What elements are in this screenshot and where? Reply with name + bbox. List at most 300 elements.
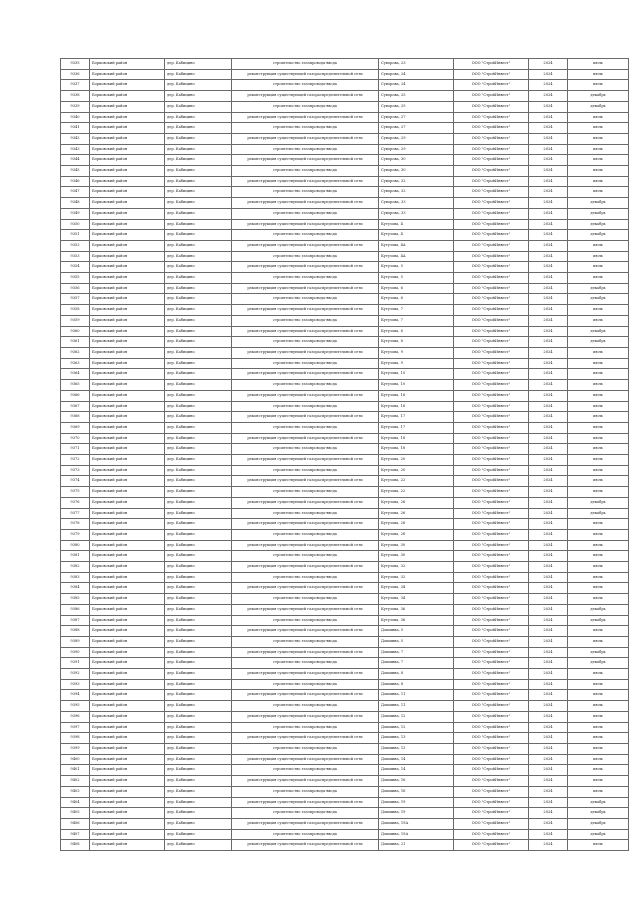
- table-row: [61, 465, 629, 476]
- month-cell: июль: [568, 765, 629, 776]
- contractor-cell: ООО "СтройИнвест": [454, 690, 529, 701]
- district-cell: Борковский район: [90, 669, 165, 680]
- row-number: 9350: [61, 219, 90, 230]
- address-cell: Докшина, 5: [379, 626, 454, 637]
- district-cell: Борковский район: [90, 133, 165, 144]
- address-cell: Суворова, 29: [379, 133, 454, 144]
- month-cell: июль: [568, 80, 629, 91]
- table-row: [61, 133, 629, 144]
- work-type-cell: строительство газопровода-ввода: [232, 59, 379, 70]
- contractor-cell: ООО "СтройИнвест": [454, 658, 529, 669]
- village-cell: дер. Кабицино: [165, 765, 232, 776]
- work-type-cell: реконструкция существующей газораспределительной сети: [232, 647, 379, 658]
- village-cell: дер. Кабицино: [165, 91, 232, 102]
- address-cell: Докшина, 13: [379, 733, 454, 744]
- contractor-cell: ООО "СтройИнвест": [454, 808, 529, 819]
- work-type-cell: строительство газопровода-ввода: [232, 594, 379, 605]
- row-number: 9343: [61, 144, 90, 155]
- row-number: 9399: [61, 744, 90, 755]
- row-number: 9384: [61, 583, 90, 594]
- table-row: [61, 604, 629, 615]
- row-number: 9337: [61, 80, 90, 91]
- month-cell: декабрь: [568, 797, 629, 808]
- district-cell: Борковский район: [90, 294, 165, 305]
- works-table: [60, 58, 629, 851]
- district-cell: Борковский район: [90, 476, 165, 487]
- month-cell: июль: [568, 551, 629, 562]
- row-number: 9336: [61, 69, 90, 80]
- year-cell: 2024: [529, 455, 568, 466]
- year-cell: 2024: [529, 551, 568, 562]
- district-cell: Борковский район: [90, 230, 165, 241]
- year-cell: 2024: [529, 626, 568, 637]
- village-cell: дер. Кабицино: [165, 626, 232, 637]
- address-cell: Кутузова, 4: [379, 219, 454, 230]
- district-cell: Борковский район: [90, 69, 165, 80]
- table-row: [61, 690, 629, 701]
- row-number: 9408: [61, 840, 90, 851]
- village-cell: дер. Кабицино: [165, 112, 232, 123]
- village-cell: дер. Кабицино: [165, 208, 232, 219]
- month-cell: июль: [568, 594, 629, 605]
- month-cell: июль: [568, 358, 629, 369]
- contractor-cell: ООО "СтройИнвест": [454, 380, 529, 391]
- contractor-cell: ООО "СтройИнвест": [454, 401, 529, 412]
- address-cell: Кутузова, 32: [379, 572, 454, 583]
- row-number: 9335: [61, 59, 90, 70]
- year-cell: 2024: [529, 615, 568, 626]
- work-type-cell: реконструкция существующей газораспределительной сети: [232, 840, 379, 851]
- address-cell: Суворова, 30: [379, 155, 454, 166]
- work-type-cell: строительство газопровода-ввода: [232, 508, 379, 519]
- row-number: 9375: [61, 487, 90, 498]
- row-number: 9365: [61, 380, 90, 391]
- contractor-cell: ООО "СтройИнвест": [454, 230, 529, 241]
- district-cell: Борковский район: [90, 776, 165, 787]
- month-cell: декабрь: [568, 326, 629, 337]
- table-row: [61, 262, 629, 273]
- work-type-cell: строительство газопровода-ввода: [232, 551, 379, 562]
- contractor-cell: ООО "СтройИнвест": [454, 176, 529, 187]
- table-row: [61, 818, 629, 829]
- district-cell: Борковский район: [90, 166, 165, 177]
- row-number: 9371: [61, 444, 90, 455]
- village-cell: дер. Кабицино: [165, 273, 232, 284]
- contractor-cell: ООО "СтройИнвест": [454, 829, 529, 840]
- district-cell: Борковский район: [90, 487, 165, 498]
- row-number: 9340: [61, 112, 90, 123]
- table-row: [61, 508, 629, 519]
- month-cell: декабрь: [568, 615, 629, 626]
- district-cell: Борковский район: [90, 840, 165, 851]
- month-cell: июль: [568, 701, 629, 712]
- work-type-cell: реконструкция существующей газораспределительной сети: [232, 776, 379, 787]
- district-cell: Борковский район: [90, 690, 165, 701]
- table-row: [61, 444, 629, 455]
- year-cell: 2024: [529, 155, 568, 166]
- work-type-cell: строительство газопровода-ввода: [232, 615, 379, 626]
- table-row: [61, 80, 629, 91]
- address-cell: Докшина, 13: [379, 744, 454, 755]
- work-type-cell: реконструкция существующей газораспределительной сети: [232, 818, 379, 829]
- month-cell: июль: [568, 669, 629, 680]
- month-cell: июль: [568, 636, 629, 647]
- district-cell: Борковский район: [90, 551, 165, 562]
- district-cell: Борковский район: [90, 604, 165, 615]
- table-row: [61, 176, 629, 187]
- district-cell: Борковский район: [90, 59, 165, 70]
- district-cell: Борковский район: [90, 626, 165, 637]
- row-number: 9349: [61, 208, 90, 219]
- year-cell: 2024: [529, 433, 568, 444]
- work-type-cell: строительство газопровода-ввода: [232, 808, 379, 819]
- village-cell: дер. Кабицино: [165, 444, 232, 455]
- table-row: [61, 711, 629, 722]
- month-cell: декабрь: [568, 818, 629, 829]
- district-cell: Борковский район: [90, 337, 165, 348]
- district-cell: Борковский район: [90, 754, 165, 765]
- work-type-cell: строительство газопровода-ввода: [232, 679, 379, 690]
- district-cell: Борковский район: [90, 829, 165, 840]
- district-cell: Борковский район: [90, 208, 165, 219]
- row-number: 9395: [61, 701, 90, 712]
- month-cell: июль: [568, 690, 629, 701]
- table-row: [61, 679, 629, 690]
- month-cell: июль: [568, 240, 629, 251]
- village-cell: дер. Кабицино: [165, 369, 232, 380]
- year-cell: 2024: [529, 690, 568, 701]
- month-cell: июль: [568, 744, 629, 755]
- month-cell: июль: [568, 722, 629, 733]
- table-row: [61, 251, 629, 262]
- district-cell: Борковский район: [90, 594, 165, 605]
- year-cell: 2024: [529, 444, 568, 455]
- address-cell: Докшина, 7: [379, 658, 454, 669]
- month-cell: июль: [568, 155, 629, 166]
- work-type-cell: реконструкция существующей газораспределительной сети: [232, 797, 379, 808]
- table-body: [61, 59, 629, 851]
- row-number: 9387: [61, 615, 90, 626]
- district-cell: Борковский район: [90, 562, 165, 573]
- district-cell: Борковский район: [90, 91, 165, 102]
- month-cell: июль: [568, 626, 629, 637]
- table-row: [61, 701, 629, 712]
- village-cell: дер. Кабицино: [165, 497, 232, 508]
- year-cell: 2024: [529, 315, 568, 326]
- table-row: [61, 91, 629, 102]
- address-cell: Докшина, 21: [379, 840, 454, 851]
- year-cell: 2024: [529, 219, 568, 230]
- table-row: [61, 144, 629, 155]
- month-cell: декабрь: [568, 219, 629, 230]
- row-number: 9386: [61, 604, 90, 615]
- address-cell: Кутузова, 9: [379, 358, 454, 369]
- village-cell: дер. Кабицино: [165, 529, 232, 540]
- year-cell: 2024: [529, 679, 568, 690]
- address-cell: Кутузова, 26: [379, 508, 454, 519]
- contractor-cell: ООО "СтройИнвест": [454, 326, 529, 337]
- year-cell: 2024: [529, 123, 568, 134]
- row-number: 9403: [61, 786, 90, 797]
- village-cell: дер. Кабицино: [165, 283, 232, 294]
- year-cell: 2024: [529, 305, 568, 316]
- year-cell: 2024: [529, 636, 568, 647]
- contractor-cell: ООО "СтройИнвест": [454, 283, 529, 294]
- district-cell: Борковский район: [90, 529, 165, 540]
- district-cell: Борковский район: [90, 315, 165, 326]
- address-cell: Кутузова, 26: [379, 497, 454, 508]
- year-cell: 2024: [529, 401, 568, 412]
- year-cell: 2024: [529, 733, 568, 744]
- address-cell: Докшина, 19: [379, 808, 454, 819]
- year-cell: 2024: [529, 540, 568, 551]
- month-cell: июль: [568, 519, 629, 530]
- district-cell: Борковский район: [90, 765, 165, 776]
- month-cell: июль: [568, 583, 629, 594]
- table-row: [61, 401, 629, 412]
- month-cell: июль: [568, 305, 629, 316]
- district-cell: Борковский район: [90, 347, 165, 358]
- year-cell: 2024: [529, 508, 568, 519]
- work-type-cell: строительство газопровода-ввода: [232, 658, 379, 669]
- contractor-cell: ООО "СтройИнвест": [454, 776, 529, 787]
- village-cell: дер. Кабицино: [165, 166, 232, 177]
- month-cell: июль: [568, 679, 629, 690]
- month-cell: июль: [568, 422, 629, 433]
- year-cell: 2024: [529, 487, 568, 498]
- district-cell: Борковский район: [90, 112, 165, 123]
- address-cell: Кутузова, 16: [379, 390, 454, 401]
- table-row: [61, 519, 629, 530]
- table-row: [61, 540, 629, 551]
- district-cell: Борковский район: [90, 219, 165, 230]
- address-cell: Кутузова, 17: [379, 412, 454, 423]
- contractor-cell: ООО "СтройИнвест": [454, 722, 529, 733]
- contractor-cell: ООО "СтройИнвест": [454, 219, 529, 230]
- year-cell: 2024: [529, 658, 568, 669]
- village-cell: дер. Кабицино: [165, 219, 232, 230]
- table-row: [61, 358, 629, 369]
- village-cell: дер. Кабицино: [165, 572, 232, 583]
- row-number: 9378: [61, 519, 90, 530]
- work-type-cell: реконструкция существующей газораспределительной сети: [232, 369, 379, 380]
- year-cell: 2024: [529, 369, 568, 380]
- work-type-cell: строительство газопровода-ввода: [232, 187, 379, 198]
- work-type-cell: строительство газопровода-ввода: [232, 786, 379, 797]
- work-type-cell: строительство газопровода-ввода: [232, 422, 379, 433]
- work-type-cell: строительство газопровода-ввода: [232, 166, 379, 177]
- work-type-cell: строительство газопровода-ввода: [232, 572, 379, 583]
- contractor-cell: ООО "СтройИнвест": [454, 59, 529, 70]
- month-cell: июль: [568, 572, 629, 583]
- village-cell: дер. Кабицино: [165, 562, 232, 573]
- district-cell: Борковский район: [90, 101, 165, 112]
- village-cell: дер. Кабицино: [165, 701, 232, 712]
- district-cell: Борковский район: [90, 401, 165, 412]
- district-cell: Борковский район: [90, 465, 165, 476]
- work-type-cell: реконструкция существующей газораспределительной сети: [232, 240, 379, 251]
- row-number: 9339: [61, 101, 90, 112]
- address-cell: Кутузова, 34: [379, 594, 454, 605]
- year-cell: 2024: [529, 786, 568, 797]
- table-row: [61, 487, 629, 498]
- year-cell: 2024: [529, 112, 568, 123]
- work-type-cell: строительство газопровода-ввода: [232, 315, 379, 326]
- village-cell: дер. Кабицино: [165, 422, 232, 433]
- contractor-cell: ООО "СтройИнвест": [454, 711, 529, 722]
- month-cell: декабрь: [568, 337, 629, 348]
- table-row: [61, 626, 629, 637]
- month-cell: июль: [568, 455, 629, 466]
- year-cell: 2024: [529, 262, 568, 273]
- contractor-cell: ООО "СтройИнвест": [454, 647, 529, 658]
- year-cell: 2024: [529, 412, 568, 423]
- address-cell: Кутузова, 6: [379, 283, 454, 294]
- month-cell: декабрь: [568, 230, 629, 241]
- village-cell: дер. Кабицино: [165, 465, 232, 476]
- work-type-cell: реконструкция существующей газораспределительной сети: [232, 219, 379, 230]
- work-type-cell: строительство газопровода-ввода: [232, 123, 379, 134]
- contractor-cell: ООО "СтройИнвест": [454, 358, 529, 369]
- year-cell: 2024: [529, 476, 568, 487]
- address-cell: Кутузова, 5: [379, 273, 454, 284]
- row-number: 9380: [61, 540, 90, 551]
- work-type-cell: строительство газопровода-ввода: [232, 701, 379, 712]
- work-type-cell: реконструкция существующей газораспределительной сети: [232, 583, 379, 594]
- village-cell: дер. Кабицино: [165, 647, 232, 658]
- work-type-cell: реконструкция существующей газораспределительной сети: [232, 497, 379, 508]
- year-cell: 2024: [529, 701, 568, 712]
- village-cell: дер. Кабицино: [165, 679, 232, 690]
- year-cell: 2024: [529, 519, 568, 530]
- work-type-cell: строительство газопровода-ввода: [232, 294, 379, 305]
- district-cell: Борковский район: [90, 744, 165, 755]
- row-number: 9390: [61, 647, 90, 658]
- year-cell: 2024: [529, 144, 568, 155]
- month-cell: июль: [568, 251, 629, 262]
- address-cell: Докшина, 5: [379, 636, 454, 647]
- district-cell: Борковский район: [90, 144, 165, 155]
- work-type-cell: строительство газопровода-ввода: [232, 744, 379, 755]
- village-cell: дер. Кабицино: [165, 658, 232, 669]
- village-cell: дер. Кабицино: [165, 347, 232, 358]
- address-cell: Кутузова, 36: [379, 615, 454, 626]
- year-cell: 2024: [529, 230, 568, 241]
- district-cell: Борковский район: [90, 497, 165, 508]
- address-cell: Кутузова, 30: [379, 551, 454, 562]
- village-cell: дер. Кабицино: [165, 401, 232, 412]
- work-type-cell: строительство газопровода-ввода: [232, 465, 379, 476]
- village-cell: дер. Кабицино: [165, 251, 232, 262]
- address-cell: Кутузова, 8: [379, 326, 454, 337]
- row-number: 9355: [61, 273, 90, 284]
- year-cell: 2024: [529, 347, 568, 358]
- address-cell: Кутузова, 22: [379, 487, 454, 498]
- village-cell: дер. Кабицино: [165, 754, 232, 765]
- work-type-cell: реконструкция существующей газораспределительной сети: [232, 604, 379, 615]
- table-row: [61, 315, 629, 326]
- address-cell: Кутузова, 4А: [379, 240, 454, 251]
- address-cell: Кутузова, 28: [379, 519, 454, 530]
- address-cell: Кутузова, 8: [379, 337, 454, 348]
- table-row: [61, 433, 629, 444]
- address-cell: Суворова, 24: [379, 80, 454, 91]
- address-cell: Докшина, 14: [379, 754, 454, 765]
- row-number: 9356: [61, 283, 90, 294]
- contractor-cell: ООО "СтройИнвест": [454, 273, 529, 284]
- district-cell: Борковский район: [90, 658, 165, 669]
- year-cell: 2024: [529, 818, 568, 829]
- village-cell: дер. Кабицино: [165, 315, 232, 326]
- table-row: [61, 529, 629, 540]
- work-type-cell: строительство газопровода-ввода: [232, 358, 379, 369]
- village-cell: дер. Кабицино: [165, 476, 232, 487]
- month-cell: июль: [568, 187, 629, 198]
- row-number: 9363: [61, 358, 90, 369]
- village-cell: дер. Кабицино: [165, 519, 232, 530]
- address-cell: Кутузова, 30: [379, 540, 454, 551]
- table-row: [61, 722, 629, 733]
- village-cell: дер. Кабицино: [165, 433, 232, 444]
- village-cell: дер. Кабицино: [165, 455, 232, 466]
- table-row: [61, 776, 629, 787]
- address-cell: Суворова, 24: [379, 69, 454, 80]
- year-cell: 2024: [529, 669, 568, 680]
- contractor-cell: ООО "СтройИнвест": [454, 198, 529, 209]
- row-number: 9407: [61, 829, 90, 840]
- year-cell: 2024: [529, 283, 568, 294]
- table-row: [61, 562, 629, 573]
- table-row: [61, 594, 629, 605]
- work-type-cell: реконструкция существующей газораспределительной сети: [232, 326, 379, 337]
- district-cell: Борковский район: [90, 240, 165, 251]
- month-cell: июль: [568, 433, 629, 444]
- district-cell: Борковский район: [90, 733, 165, 744]
- village-cell: дер. Кабицино: [165, 508, 232, 519]
- village-cell: дер. Кабицино: [165, 551, 232, 562]
- table-row: [61, 59, 629, 70]
- year-cell: 2024: [529, 187, 568, 198]
- contractor-cell: ООО "СтройИнвест": [454, 101, 529, 112]
- year-cell: 2024: [529, 358, 568, 369]
- month-cell: июль: [568, 315, 629, 326]
- village-cell: дер. Кабицино: [165, 101, 232, 112]
- contractor-cell: ООО "СтройИнвест": [454, 433, 529, 444]
- table-row: [61, 230, 629, 241]
- month-cell: июль: [568, 112, 629, 123]
- year-cell: 2024: [529, 808, 568, 819]
- month-cell: июль: [568, 262, 629, 273]
- table-row: [61, 208, 629, 219]
- address-cell: Докшина, 11: [379, 690, 454, 701]
- village-cell: дер. Кабицино: [165, 744, 232, 755]
- address-cell: Кутузова, 7: [379, 315, 454, 326]
- village-cell: дер. Кабицино: [165, 305, 232, 316]
- district-cell: Борковский район: [90, 358, 165, 369]
- district-cell: Борковский район: [90, 647, 165, 658]
- work-type-cell: реконструкция существующей газораспределительной сети: [232, 519, 379, 530]
- year-cell: 2024: [529, 208, 568, 219]
- work-type-cell: реконструкция существующей газораспределительной сети: [232, 155, 379, 166]
- district-cell: Борковский район: [90, 369, 165, 380]
- contractor-cell: ООО "СтройИнвест": [454, 733, 529, 744]
- work-type-cell: реконструкция существующей газораспределительной сети: [232, 133, 379, 144]
- row-number: 9400: [61, 754, 90, 765]
- year-cell: 2024: [529, 80, 568, 91]
- address-cell: Суворова, 32: [379, 187, 454, 198]
- address-cell: Суворова, 27: [379, 112, 454, 123]
- district-cell: Борковский район: [90, 572, 165, 583]
